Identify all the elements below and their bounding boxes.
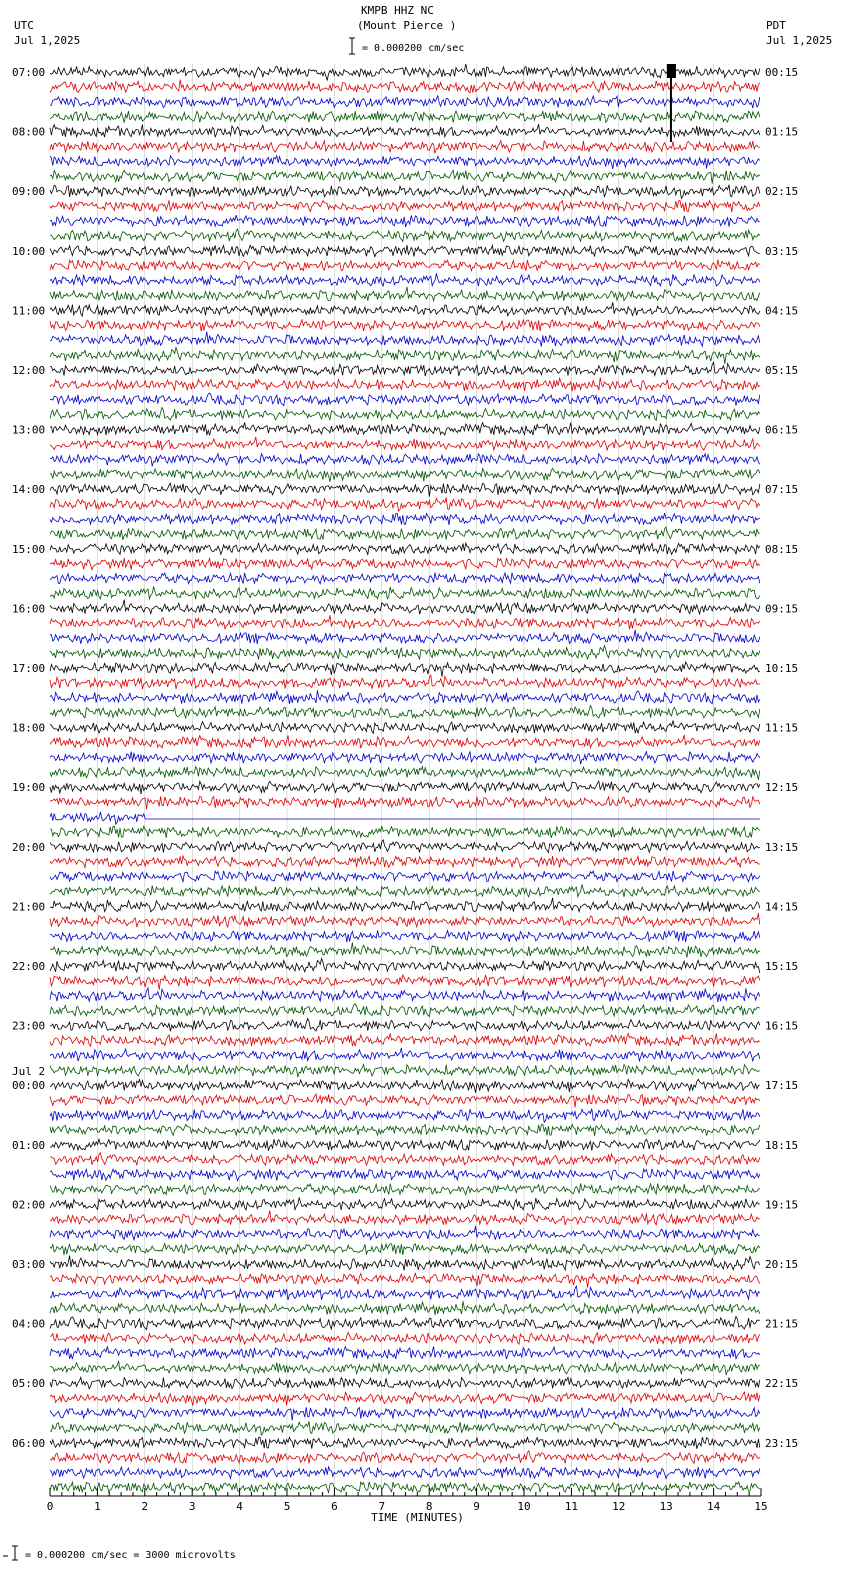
trace-13 (50, 260, 760, 271)
left-hour-label-18: 01:00 (12, 1138, 46, 1152)
trace-25 (50, 437, 760, 450)
x-tick-label-10: 10 (517, 1500, 531, 1513)
x-tick-label-2: 2 (141, 1500, 149, 1513)
trace-81 (50, 1273, 760, 1287)
trace-54 (50, 871, 760, 882)
trace-11 (50, 229, 760, 242)
left-hour-label-2: 09:00 (12, 185, 46, 199)
trace-46 (50, 752, 760, 765)
trace-91 (50, 1421, 760, 1435)
trace-23 (50, 408, 760, 421)
trace-4 (50, 124, 760, 137)
right-hour-label-2: 02:15 (765, 185, 799, 199)
trace-82 (50, 1286, 760, 1300)
trace-31 (50, 527, 760, 540)
trace-58 (50, 930, 760, 942)
right-hour-label-10: 10:15 (765, 662, 799, 675)
left-hour-label-19: 02:00 (12, 1198, 46, 1212)
right-date: Jul 1,2025 (766, 34, 833, 47)
left-hour-label-9: 16:00 (12, 602, 46, 616)
trace-47 (50, 767, 760, 780)
x-tick-label-0: 0 (46, 1500, 54, 1513)
trace-84 (50, 1317, 760, 1330)
trace-5 (50, 141, 760, 154)
trace-36 (50, 600, 760, 615)
trace-24 (50, 423, 760, 436)
right-hour-label-21: 21:15 (765, 1317, 799, 1331)
x-tick-label-3: 3 (188, 1500, 196, 1513)
x-tick-label-9: 9 (473, 1500, 480, 1513)
trace-89 (50, 1392, 760, 1406)
left-hour-label-12: 19:00 (12, 781, 46, 795)
trace-48 (50, 781, 760, 794)
trace-7 (50, 170, 760, 183)
trace-56 (50, 898, 760, 912)
trace-76 (50, 1197, 760, 1210)
left-hour-label-8: 15:00 (12, 542, 46, 556)
trace-50 (50, 812, 760, 824)
right-hour-label-13: 13:15 (765, 840, 799, 854)
trace-72 (50, 1139, 760, 1151)
trace-2 (50, 96, 760, 108)
trace-66 (50, 1048, 760, 1061)
trace-group (50, 64, 760, 1493)
x-tick-label-7: 7 (378, 1500, 386, 1513)
trace-12 (50, 245, 760, 257)
trace-32 (50, 543, 760, 554)
trace-27 (50, 468, 760, 481)
left-hour-label-5: 12:00 (12, 364, 46, 377)
trace-45 (50, 735, 760, 748)
right-hour-label-11: 11:15 (765, 721, 799, 735)
right-hour-label-7: 07:15 (765, 483, 799, 497)
station-location: (Mount Pierce ) (357, 19, 457, 32)
x-tick-label-13: 13 (659, 1500, 673, 1513)
right-timezone: PDT (766, 19, 786, 32)
trace-14 (50, 274, 760, 287)
trace-22 (50, 393, 760, 406)
trace-10 (50, 215, 760, 227)
trace-64 (50, 1019, 760, 1032)
trace-67 (50, 1065, 760, 1078)
left-timezone: UTC (14, 19, 34, 32)
trace-77 (50, 1211, 760, 1226)
left-hour-label-4: 11:00 (12, 304, 46, 318)
scale-label: = 0.000200 cm/sec (362, 43, 465, 54)
trace-33 (50, 558, 760, 570)
left-hour-label-22: 05:00 (12, 1377, 46, 1391)
right-hour-label-0: 00:15 (765, 66, 799, 79)
trace-30 (50, 513, 760, 525)
trace-49 (50, 796, 760, 809)
trace-9 (50, 200, 760, 212)
trace-79 (50, 1243, 760, 1255)
trace-93 (50, 1451, 760, 1464)
trace-71 (50, 1124, 760, 1136)
trace-34 (50, 573, 760, 584)
trace-65 (50, 1033, 760, 1046)
x-tick-label-15: 15 (754, 1500, 768, 1513)
trace-20 (50, 362, 760, 376)
trace-90 (50, 1407, 760, 1420)
right-hour-label-5: 05:15 (765, 364, 799, 377)
day-change-label: Jul 2 (12, 1065, 46, 1079)
trace-42 (50, 690, 760, 704)
left-date: Jul 1,2025 (14, 34, 81, 47)
left-hour-label-13: 20:00 (12, 840, 46, 854)
trace-6 (50, 156, 760, 169)
trace-70 (50, 1109, 760, 1123)
left-hour-label-15: 22:00 (12, 960, 46, 973)
right-hour-label-17: 17:15 (765, 1079, 799, 1093)
trace-75 (50, 1184, 760, 1195)
trace-35 (50, 586, 760, 599)
trace-69 (50, 1094, 760, 1107)
right-hour-label-6: 06:15 (765, 423, 799, 437)
right-hour-label-3: 03:15 (765, 244, 799, 258)
right-hour-label-12: 12:15 (765, 781, 799, 795)
trace-28 (50, 483, 760, 496)
x-tick-label-8: 8 (425, 1500, 433, 1513)
trace-15 (50, 287, 760, 302)
trace-68 (50, 1079, 760, 1092)
x-tick-label-12: 12 (612, 1500, 626, 1513)
left-hour-label-21: 04:00 (12, 1317, 46, 1331)
trace-61 (50, 975, 760, 990)
x-tick-label-6: 6 (331, 1500, 338, 1513)
trace-16 (50, 302, 760, 316)
left-hour-label-17: 00:00 (12, 1079, 46, 1093)
left-hour-label-10: 17:00 (12, 662, 46, 675)
trace-88 (50, 1377, 760, 1388)
trace-37 (50, 615, 760, 629)
x-tick-label-11: 11 (564, 1500, 579, 1513)
trace-43 (50, 706, 760, 719)
trace-86 (50, 1346, 760, 1359)
trace-95 (50, 1482, 760, 1493)
trace-26 (50, 454, 760, 467)
trace-87 (50, 1361, 760, 1375)
trace-94 (50, 1467, 760, 1479)
left-hour-label-6: 13:00 (12, 423, 46, 437)
right-hour-label-15: 15:15 (765, 960, 799, 973)
trace-53 (50, 856, 760, 868)
trace-51 (50, 826, 760, 838)
right-hour-label-20: 20:15 (765, 1258, 799, 1271)
trace-83 (50, 1301, 760, 1315)
trace-17 (50, 320, 760, 332)
trace-52 (50, 840, 760, 853)
trace-92 (50, 1437, 760, 1449)
trace-80 (50, 1256, 760, 1271)
right-hour-label-14: 14:15 (765, 900, 799, 914)
trace-63 (50, 1004, 760, 1017)
trace-39 (50, 646, 760, 660)
right-hour-label-22: 22:15 (765, 1377, 799, 1391)
footer-scale-bar (3, 1546, 18, 1560)
trace-29 (50, 498, 760, 512)
station-title: KMPB HHZ NC (361, 4, 434, 17)
left-hour-label-0: 07:00 (12, 66, 46, 79)
trace-44 (50, 721, 760, 734)
x-tick-label-4: 4 (236, 1500, 243, 1513)
right-hour-label-23: 23:15 (765, 1436, 799, 1450)
trace-41 (50, 675, 760, 689)
left-hour-label-14: 21:00 (12, 900, 46, 914)
footer-scale-note: = 0.000200 cm/sec = 3000 microvolts (25, 1550, 236, 1561)
right-hour-label-1: 01:15 (765, 125, 799, 139)
x-axis-label: TIME (MINUTES) (371, 1511, 464, 1524)
left-hour-label-7: 14:00 (12, 483, 46, 497)
trace-21 (50, 377, 760, 391)
trace-59 (50, 943, 760, 958)
right-hour-label-8: 08:15 (765, 542, 799, 556)
trace-74 (50, 1169, 760, 1181)
trace-1 (50, 80, 760, 93)
trace-62 (50, 988, 760, 1002)
x-tick-label-5: 5 (283, 1500, 291, 1513)
trace-0 (50, 64, 760, 81)
trace-8 (50, 185, 760, 199)
trace-18 (50, 332, 760, 347)
trace-60 (50, 959, 760, 974)
x-tick-label-14: 14 (706, 1500, 721, 1513)
right-hour-label-19: 19:15 (765, 1198, 799, 1212)
trace-19 (50, 348, 760, 364)
header-scale-bar (349, 38, 355, 54)
trace-55 (50, 884, 760, 897)
trace-3 (50, 111, 760, 123)
trace-57 (50, 913, 760, 927)
left-hour-label-16: 23:00 (12, 1019, 46, 1033)
right-hour-label-4: 04:15 (765, 304, 799, 318)
left-hour-label-11: 18:00 (12, 721, 46, 735)
x-tick-label-1: 1 (94, 1500, 101, 1513)
x-axis (47, 1488, 768, 1524)
left-hour-label-3: 10:00 (12, 244, 46, 258)
trace-85 (50, 1333, 760, 1345)
trace-40 (50, 662, 760, 677)
left-hour-label-20: 03:00 (12, 1258, 46, 1271)
right-hour-label-16: 16:15 (765, 1019, 799, 1033)
right-hour-label-18: 18:15 (765, 1138, 799, 1152)
trace-78 (50, 1226, 760, 1240)
right-hour-label-9: 09:15 (765, 602, 799, 616)
left-hour-label-1: 08:00 (12, 125, 46, 139)
trace-38 (50, 630, 760, 644)
trace-73 (50, 1153, 760, 1166)
left-hour-label-23: 06:00 (12, 1436, 46, 1450)
